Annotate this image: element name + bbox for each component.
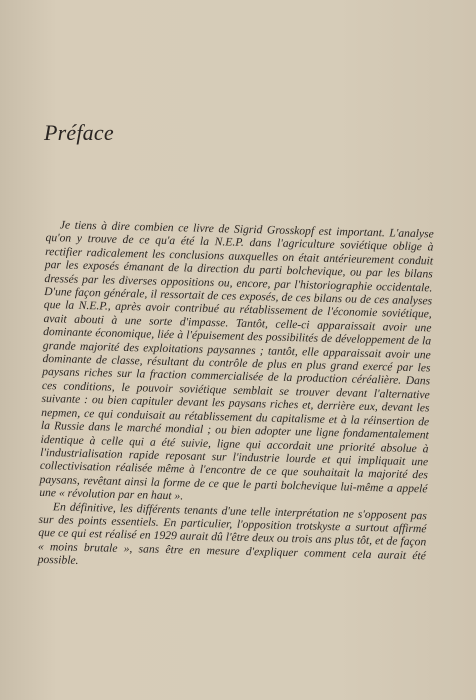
body-text bbox=[37, 218, 433, 576]
paragraph-2: En définitive, les différents tenants d'une telle interprétation ne s'opposent pas sur des points essentiels. En particulier, l'opposition trotskyste a surtout affirmé que ce qui est réalisé en 1929 aurait dû l'être deux ou trois ans plus tôt, et de façon « moins brutale », sans être en mesure d'expliquer comment cela aurait été possible. bbox=[37, 499, 428, 568]
paragraph-1: Je tiens à dire combien ce livre de Sigrid Grosskopf est important. L'analyse qu'on y trouve de ce qu'a été la N.E.P. dans l'agriculture soviétique oblige à rectifier radicalement les conclusions auxquelles on était antérieurement conduit par les exposés émanant de la direction du parti bolchevique, ou par les bilans dressés par les diverses oppositions ou, encore, par l'historiographie occidentale. D'une façon générale, il ressortait de ces exposés, de ces bilans ou de ces analyses que la N.E.P., après avoir contribué au rétablissement de l'économie soviétique, avait abouti à une sorte d'impasse. Tantôt, celle-ci apparaissait avoir une dominante économique, liée à l'épuisement des possibilités de développement de la grande majorité des exploitations paysannes ; tantôt, elle apparaissait avoir une dominante de classe, résultant du contrôle de plus en plus grand exercé par les paysans riches sur la fraction commercialisée de la production céréalière. Dans ces conditions, le pouvoir soviétique semblait se trouver devant l'alternative suivante : ou bien capituler devant les paysans riches et, derrière eux, devant les nepmen, ce qui conduisait au rétablissement du capitalisme et à la réinsertion de la Russie dans le marché mondial ; ou bien adopter une ligne fondamentalement identique à celle qui a été suivie, ligne qui accordait une priorité absolue à l'industrialisation rapide reposant sur l'industrie lourde et qui impliquait une collectivisation réalisée même à l'encontre de ce que souhaitait la majorité des paysans, revêtant ainsi la forme de ce que le parti bolchevique lui-même a appelé une « révolution par en haut ». bbox=[39, 218, 434, 503]
page-title: Préface bbox=[44, 120, 114, 145]
